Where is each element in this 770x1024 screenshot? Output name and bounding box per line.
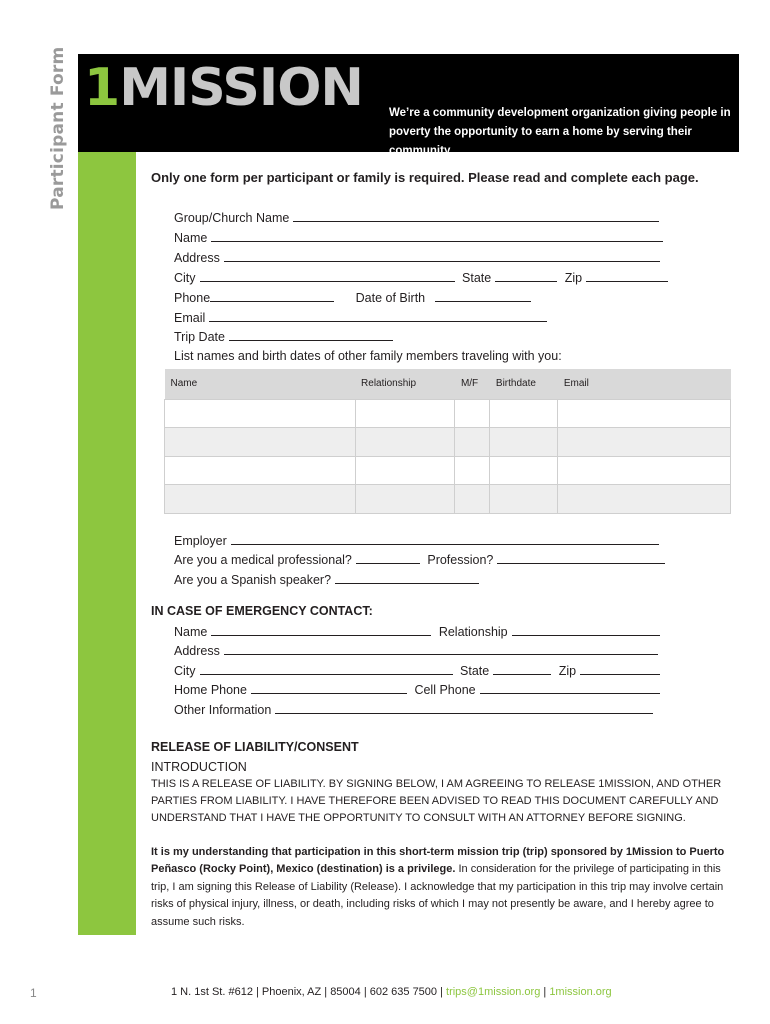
emergency-address-field[interactable] <box>174 642 662 660</box>
table-cell[interactable] <box>455 485 490 514</box>
medical-field[interactable] <box>356 552 420 564</box>
col-header-relationship: Relationship <box>355 369 455 399</box>
other-info-label: Other Information <box>174 703 272 717</box>
group-church-field[interactable] <box>174 209 663 227</box>
table-cell[interactable] <box>558 428 731 457</box>
emergency-relationship-field[interactable] <box>512 624 660 636</box>
other-info-field[interactable] <box>174 701 657 719</box>
dob-field[interactable] <box>435 290 531 302</box>
emergency-phone-row <box>174 681 664 699</box>
spanish-label: Are you a Spanish speaker? <box>174 573 332 587</box>
col-header-mf: M/F <box>455 369 490 399</box>
name-field[interactable] <box>174 229 667 247</box>
emergency-zip-field[interactable] <box>580 663 660 675</box>
table-row <box>165 428 731 457</box>
emergency-state-field[interactable] <box>493 663 551 675</box>
city-label: City <box>174 271 196 285</box>
table-cell[interactable] <box>355 456 455 485</box>
table-cell[interactable] <box>165 485 356 514</box>
table-cell[interactable] <box>455 399 490 428</box>
table-cell[interactable] <box>165 428 356 457</box>
release-heading: RELEASE OF LIABILITY/CONSENT <box>151 740 359 754</box>
zip-field[interactable] <box>586 270 668 282</box>
table-cell[interactable] <box>165 456 356 485</box>
state-label: State <box>462 271 492 285</box>
trip-date-field[interactable] <box>174 328 397 346</box>
emergency-state-label: State <box>460 664 490 678</box>
table-cell[interactable] <box>490 485 558 514</box>
footer-email-link[interactable]: trips@1mission.org <box>446 986 541 998</box>
table-cell[interactable] <box>558 456 731 485</box>
release-body-text: In consideration for the privilege of participating in this trip, I am signing this Release of Liability (Release). I acknowledge that my participation in this trip may involve certain risks of physical injury, illness, or death, including risks of which I may not presently be aware, and I hereby agree to assume such risks. <box>151 863 724 928</box>
table-cell[interactable] <box>490 456 558 485</box>
emergency-city-row <box>174 662 664 680</box>
table-row <box>165 399 731 428</box>
group-church-label: Group/Church Name <box>174 211 290 225</box>
release-bold-text: It is my understanding that participation in this short-term mission trip (trip) sponsored by 1Mission to Puerto Peñasco (Rocky Point), Mexico (destination) is a privilege. <box>151 846 725 876</box>
tagline: We’re a community development organization giving people in poverty the opportunity to earn a home by serving their community. <box>389 107 731 157</box>
release-body-paragraph <box>151 844 731 931</box>
footer-separator: | <box>540 986 550 998</box>
table-cell[interactable] <box>455 456 490 485</box>
table-cell[interactable] <box>558 399 731 428</box>
col-header-email: Email <box>558 369 731 399</box>
emergency-name-field[interactable] <box>211 624 431 636</box>
table-cell[interactable] <box>490 399 558 428</box>
table-cell[interactable] <box>558 485 731 514</box>
address-field[interactable] <box>174 249 664 267</box>
phone-label: Phone <box>174 291 211 305</box>
spanish-speaker-field[interactable] <box>174 571 483 589</box>
email-field[interactable] <box>174 309 551 327</box>
table-cell[interactable] <box>165 399 356 428</box>
emergency-address-label: Address <box>174 644 220 658</box>
table-row <box>165 456 731 485</box>
emergency-heading: IN CASE OF EMERGENCY CONTACT: <box>151 604 373 618</box>
emergency-city-label: City <box>174 664 196 678</box>
state-field[interactable] <box>495 270 557 282</box>
profession-label: Profession? <box>427 553 494 567</box>
emergency-relationship-label: Relationship <box>438 625 508 639</box>
footer-address: 1 N. 1st St. #612 | Phoenix, AZ | 85004 | 602 635 7500 | <box>171 986 447 998</box>
side-title: Participant Form <box>48 46 68 210</box>
col-header-name: Name <box>165 369 356 399</box>
footer-website-link[interactable]: 1mission.org <box>549 986 612 998</box>
col-header-birthdate: Birthdate <box>490 369 558 399</box>
table-row <box>165 485 731 514</box>
introduction-heading: INTRODUCTION <box>151 760 247 774</box>
employer-field[interactable] <box>174 532 663 550</box>
logo-word: MISSION <box>119 58 363 118</box>
city-state-zip-row <box>174 269 672 287</box>
home-phone-field[interactable] <box>251 682 407 694</box>
employer-label: Employer <box>174 534 227 548</box>
trip-date-label: Trip Date <box>174 330 225 344</box>
table-cell[interactable] <box>355 485 455 514</box>
phone-field[interactable] <box>210 290 334 302</box>
emergency-name-row <box>174 623 664 641</box>
cell-phone-label: Cell Phone <box>414 683 476 697</box>
logo <box>84 56 363 120</box>
family-members-table <box>164 369 731 514</box>
table-header-row <box>165 369 731 399</box>
page-number: 1 <box>30 986 37 1000</box>
phone-dob-row <box>174 289 535 307</box>
dob-label: Date of Birth <box>355 291 426 305</box>
cell-phone-field[interactable] <box>480 682 660 694</box>
family-prompt: List names and birth dates of other family members traveling with you: <box>174 349 562 363</box>
form-intro: Only one form per participant or family is required. Please read and complete each page. <box>151 170 699 185</box>
profession-field[interactable] <box>497 552 665 564</box>
medical-label: Are you a medical professional? <box>174 553 352 567</box>
home-phone-label: Home Phone <box>174 683 247 697</box>
table-cell[interactable] <box>355 399 455 428</box>
green-accent-bar <box>78 152 136 935</box>
city-field[interactable] <box>200 270 455 282</box>
table-cell[interactable] <box>355 428 455 457</box>
address-label: Address <box>174 251 220 265</box>
release-caps-paragraph: THIS IS A RELEASE OF LIABILITY. BY SIGNING BELOW, I AM AGREEING TO RELEASE 1MISSION, AND OTHER PARTIES FROM LIABILITY. I HAVE THEREFORE BEEN ADVISED TO READ THIS DOCUMENT CAREFULLY AND UNDERSTAND THAT I HAVE THE OPPORTUNITY TO CONSULT WITH AN ATTORNEY BEFORE SIGNING. <box>151 778 722 824</box>
emergency-city-field[interactable] <box>200 663 453 675</box>
logo-number: 1 <box>84 58 120 118</box>
zip-label: Zip <box>564 271 583 285</box>
emergency-zip-label: Zip <box>558 664 577 678</box>
table-cell[interactable] <box>455 428 490 457</box>
emergency-name-label: Name <box>174 625 208 639</box>
table-cell[interactable] <box>490 428 558 457</box>
medical-profession-row <box>174 551 669 569</box>
email-label: Email <box>174 311 206 325</box>
name-label: Name <box>174 231 208 245</box>
footer <box>171 986 612 998</box>
